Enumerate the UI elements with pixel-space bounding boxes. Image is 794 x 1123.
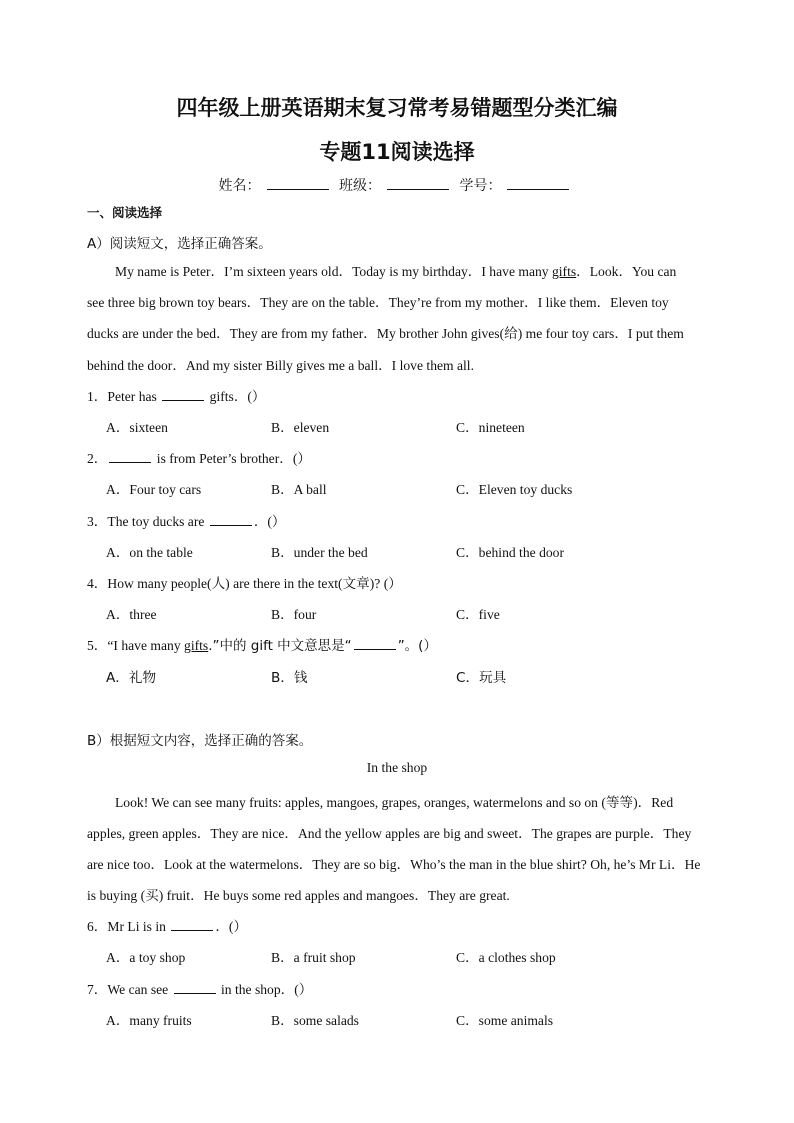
document-subtitle: 专题11阅读选择 <box>319 140 475 164</box>
part-b-passage-line-4: is buying (买) fruit．He buys some red apples and mangoes．They are great. <box>87 888 510 903</box>
section-heading: 一、阅读选择 <box>87 205 163 220</box>
q1-option-a[interactable]: A．sixteen <box>106 420 168 435</box>
q7-option-c[interactable]: C．some animals <box>456 1013 554 1028</box>
question-6 <box>87 915 247 935</box>
q3-option-c[interactable]: C．behind the door <box>456 545 564 560</box>
question-text: .”中的 gift 中文意思是“ <box>208 638 352 654</box>
part-b-passage-line-2: apples, green apples．They are nice．And the yellow apples are big and sweet．The grapes are purple．They <box>87 826 692 841</box>
class-label: 班级： <box>339 178 381 194</box>
q6-option-c[interactable]: C．a clothes shop <box>456 950 556 965</box>
question-number: 1． <box>87 389 108 404</box>
part-a-passage-line-4: behind the door．And my sister Billy gives me a ball．I love them all. <box>87 358 474 373</box>
question-2 <box>87 447 311 467</box>
q3-option-b[interactable]: B．under the bed <box>271 545 368 560</box>
q4-option-c[interactable]: C．five <box>456 607 500 622</box>
q3-option-a[interactable]: A．on the table <box>106 545 193 560</box>
question-1 <box>87 385 266 405</box>
question-7 <box>87 978 312 998</box>
q5-option-c[interactable]: C．玩具 <box>456 670 507 686</box>
part-a-passage-line-1 <box>115 260 676 280</box>
question-number: 3． <box>87 514 108 529</box>
q5-option-b[interactable]: B．钱 <box>271 670 308 686</box>
part-a-instruction: A）阅读短文，选择正确答案。 <box>87 236 272 252</box>
question-underlined-word: gifts <box>184 638 209 653</box>
question-text: Mr Li is in <box>107 919 170 934</box>
q4-option-a[interactable]: A．three <box>106 607 157 622</box>
answer-blank[interactable] <box>162 388 204 401</box>
answer-blank[interactable] <box>171 918 213 931</box>
q4-option-b[interactable]: B．four <box>271 607 317 622</box>
q2-option-b[interactable]: B．A ball <box>271 482 327 497</box>
question-text: ”。(） <box>397 638 437 654</box>
passage-underlined-word: gifts <box>551 264 577 279</box>
part-a-passage-line-2: see three big brown toy bears．They are on the table．They’re from my mother．I like them．Eleven toy <box>87 295 669 310</box>
answer-blank[interactable] <box>354 637 396 650</box>
q7-option-a[interactable]: A．many fruits <box>106 1013 192 1028</box>
question-number: 7． <box>87 982 108 997</box>
part-b-passage-line-1: Look! We can see many fruits: apples, mangoes, grapes, oranges, watermelons and so on (等等)．Red <box>115 795 674 810</box>
question-number: 4． <box>87 576 108 591</box>
question-5 <box>87 634 437 654</box>
question-4 <box>87 572 402 592</box>
question-text: ．(） <box>215 919 248 934</box>
part-a-passage-line-3: ducks are under the bed．They are from my father．My brother John gives(给) me four toy cars．I put them <box>87 326 684 341</box>
passage-text: My name is Peter．I’m sixteen years old．Today is my birthday．I have many <box>115 264 552 279</box>
question-text: How many people(人) are there in the text(文章)? (） <box>107 576 402 591</box>
class-blank[interactable] <box>387 175 449 190</box>
q6-option-a[interactable]: A．a toy shop <box>106 950 186 965</box>
question-text: Peter has <box>107 389 161 404</box>
question-text: “I have many <box>107 638 185 653</box>
q5-option-a[interactable]: A．礼物 <box>106 670 157 686</box>
q7-option-b[interactable]: B．some salads <box>271 1013 359 1028</box>
question-text: gifts．(） <box>206 389 266 404</box>
name-label: 姓名： <box>218 178 261 194</box>
student-info-line <box>0 175 794 195</box>
answer-blank[interactable] <box>109 450 151 463</box>
question-number: 6． <box>87 919 108 934</box>
answer-blank[interactable] <box>210 513 252 526</box>
question-text: We can see <box>107 982 172 997</box>
question-number: 5． <box>87 638 108 653</box>
part-b-instruction: B）根据短文内容，选择正确的答案。 <box>87 733 313 749</box>
question-text: is from Peter’s brother．(） <box>153 451 311 466</box>
document-title: 四年级上册英语期末复习常考易错题型分类汇编 <box>176 96 618 120</box>
question-3 <box>87 510 286 530</box>
q1-option-c[interactable]: C．nineteen <box>456 420 525 435</box>
name-blank[interactable] <box>267 175 329 190</box>
q6-option-b[interactable]: B．a fruit shop <box>271 950 356 965</box>
answer-blank[interactable] <box>174 981 216 994</box>
id-label: 学号： <box>459 178 502 194</box>
q2-option-c[interactable]: C．Eleven toy ducks <box>456 482 573 497</box>
q2-option-a[interactable]: A．Four toy cars <box>106 482 202 497</box>
passage-text: ．Look．You can <box>576 264 677 279</box>
q1-option-b[interactable]: B．eleven <box>271 420 330 435</box>
question-text: The toy ducks are <box>107 514 208 529</box>
passage-title: In the shop <box>366 760 428 775</box>
question-text: in the shop．(） <box>217 982 313 997</box>
question-number: 2． <box>87 451 108 466</box>
id-blank[interactable] <box>507 175 569 190</box>
part-b-passage-line-3: are nice too．Look at the watermelons．They are so big．Who’s the man in the blue shirt? Oh, he’s Mr Li．He <box>87 857 701 872</box>
question-text: ．(） <box>253 514 286 529</box>
